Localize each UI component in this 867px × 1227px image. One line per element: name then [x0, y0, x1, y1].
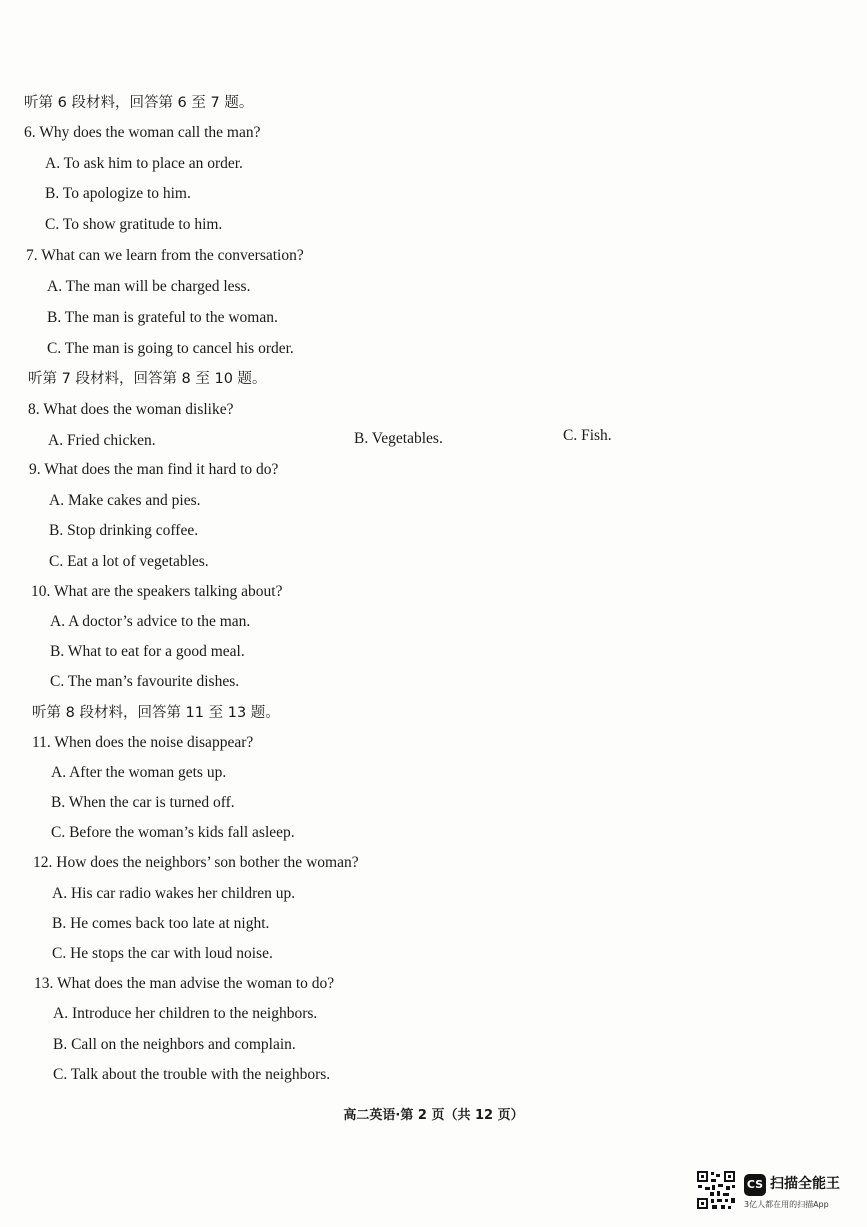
question-6-option-a: A. To ask him to place an order. [45, 155, 243, 172]
scanner-tagline: 3亿人都在用的扫描App [744, 1200, 829, 1209]
question-8-option-b: B. Vegetables. [354, 430, 443, 447]
section-heading-7: 听第 7 段材料，回答第 8 至 10 题。 [28, 371, 267, 387]
question-9-option-b: B. Stop drinking coffee. [49, 522, 199, 539]
question-11-option-b: B. When the car is turned off. [51, 794, 235, 811]
question-8-stem: 8. What does the woman dislike? [28, 401, 234, 418]
section-heading-6: 听第 6 段材料，回答第 6 至 7 题。 [24, 95, 254, 111]
question-11-option-a: A. After the woman gets up. [51, 764, 227, 781]
question-6-stem: 6. Why does the woman call the man? [24, 124, 261, 141]
question-7-stem: 7. What can we learn from the conversation? [26, 247, 304, 264]
question-11-option-c: C. Before the woman’s kids fall asleep. [51, 824, 295, 841]
question-13-option-c: C. Talk about the trouble with the neighbors. [53, 1066, 331, 1083]
question-7-option-c: C. The man is going to cancel his order. [47, 340, 294, 357]
question-6-option-c: C. To show gratitude to him. [45, 216, 223, 233]
question-10-option-b: B. What to eat for a good meal. [50, 643, 245, 660]
question-7-option-a: A. The man will be charged less. [47, 278, 251, 295]
question-9-option-c: C. Eat a lot of vegetables. [49, 553, 209, 570]
scanner-app-name: 扫描全能王 [770, 1176, 840, 1192]
qr-code-icon [696, 1170, 736, 1210]
section-heading-8: 听第 8 段材料，回答第 11 至 13 题。 [32, 705, 280, 721]
question-10-option-a: A. A doctor’s advice to the man. [50, 613, 251, 630]
question-12-option-a: A. His car radio wakes her children up. [52, 885, 296, 902]
question-12-option-b: B. He comes back too late at night. [52, 915, 270, 932]
camscanner-logo-icon: CS [744, 1174, 766, 1196]
question-10-option-c: C. The man’s favourite dishes. [50, 673, 240, 690]
question-10-stem: 10. What are the speakers talking about? [31, 583, 283, 600]
question-8-option-c: C. Fish. [563, 427, 612, 444]
question-11-stem: 11. When does the noise disappear? [32, 734, 254, 751]
question-12-stem: 12. How does the neighbors’ son bother the woman? [33, 854, 359, 871]
question-13-stem: 13. What does the man advise the woman to do? [34, 975, 335, 992]
scanner-watermark [696, 1170, 866, 1214]
question-9-option-a: A. Make cakes and pies. [49, 492, 201, 509]
page-footer: 高二英语·第 2 页（共 12 页） [343, 1108, 524, 1123]
question-9-stem: 9. What does the man find it hard to do? [29, 461, 279, 478]
question-7-option-b: B. The man is grateful to the woman. [47, 309, 278, 326]
question-13-option-a: A. Introduce her children to the neighbors. [53, 1005, 318, 1022]
question-8-option-a: A. Fried chicken. [48, 432, 156, 449]
question-12-option-c: C. He stops the car with loud noise. [52, 945, 273, 962]
question-6-option-b: B. To apologize to him. [45, 185, 191, 202]
question-13-option-b: B. Call on the neighbors and complain. [53, 1036, 296, 1053]
